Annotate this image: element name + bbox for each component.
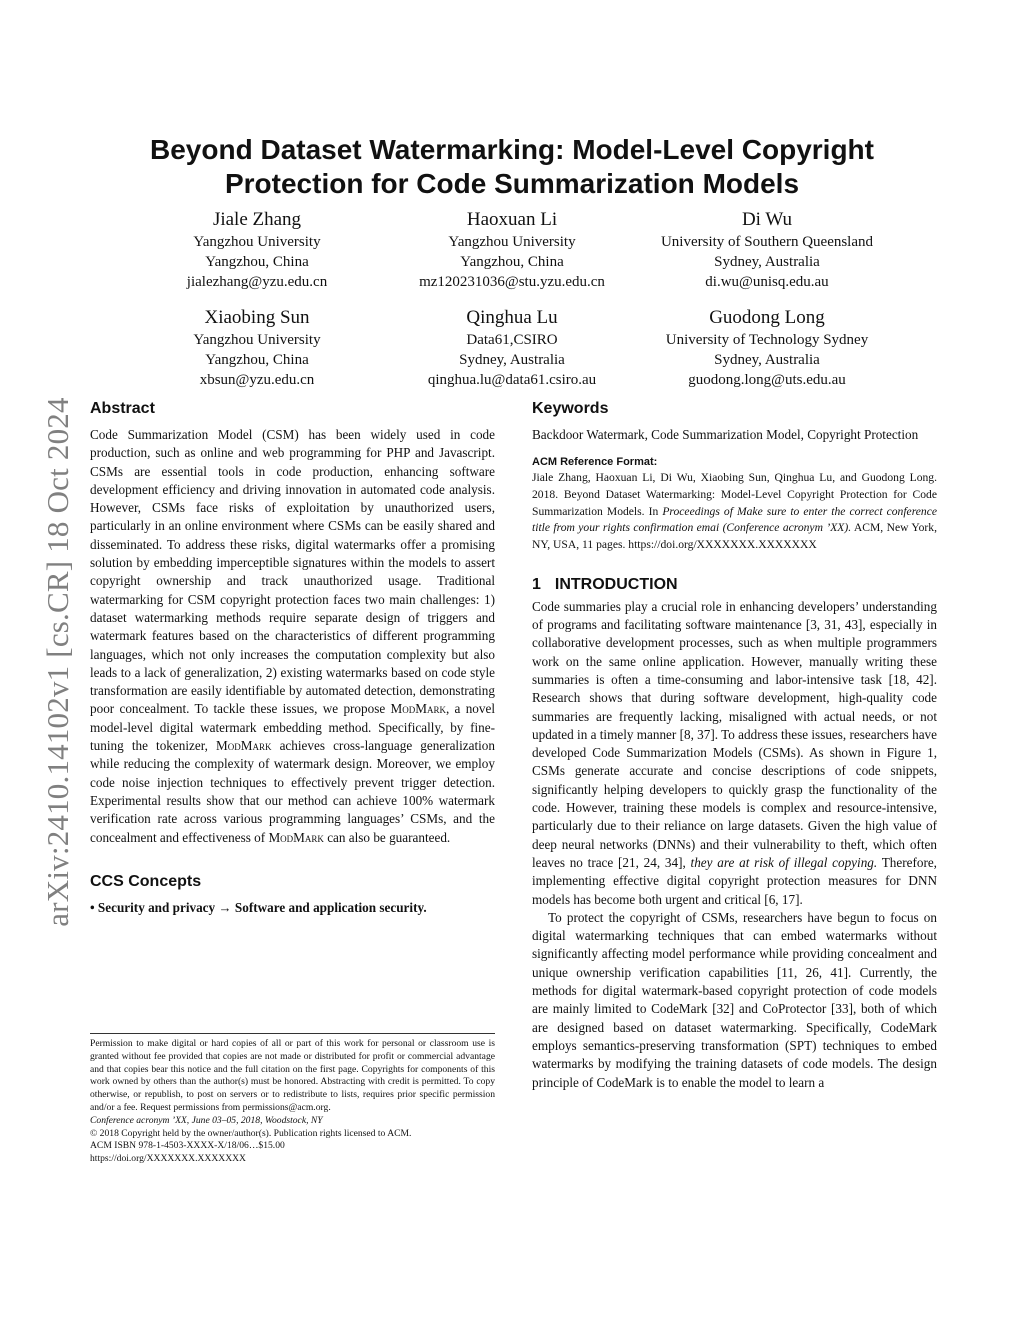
author-block [385, 306, 639, 390]
intro-italic-text: they are at risk of illegal copying. [690, 854, 878, 870]
introduction-paragraph-2: To protect the copyright of CSMs, researchers have begun to focus on digital watermarking techniques that can embed watermarks without significantly affecting model performance while providing concealment and unique ownership verification capabilities [11, 26, 41]. Currently, the methods for digital watermark-based copyright protection of code models are mainly limited to CodeMark [32] and CoProtector [33], both of which are designed based on dataset watermarking. Specifically, CodeMark employs semantics-preserving transformation (SPT) techniques to embed watermarks by modifying the training datasets of code models. The design principle of CodeMark is to enable the model to learn a [532, 909, 937, 1090]
permission-footnote [90, 1033, 495, 1166]
author-location: Sydney, Australia [714, 254, 820, 270]
author-block [130, 306, 384, 390]
modmark-name: ModMark [390, 701, 446, 717]
author-block [130, 208, 384, 292]
author-name: Qinghua Lu [466, 307, 558, 328]
acm-reference-proceedings: Proceedings of Make sure to enter the correct conference title from your rights confirmation emai (Conference acronym ’XX). [532, 504, 938, 535]
author-location: Sydney, Australia [714, 352, 820, 368]
author-email: jialezhang@yzu.edu.cn [186, 274, 328, 290]
introduction-paragraph-1 [532, 598, 937, 909]
author-name: Xiaobing Sun [204, 307, 310, 328]
keywords-body: Backdoor Watermark, Code Summarization Model, Copyright Protection [532, 427, 919, 442]
copyright-line: © 2018 Copyright held by the owner/author(s). Publication rights licensed to ACM. [90, 1127, 412, 1139]
abstract-text-4: can also be guaranteed. [323, 829, 451, 845]
author-email: di.wu@unisq.edu.au [705, 274, 829, 290]
abstract-heading: Abstract [90, 400, 155, 417]
author-name: Di Wu [741, 209, 793, 230]
author-location: Yangzhou, China [460, 254, 564, 270]
modmark-name: ModMark [268, 829, 324, 845]
intro-text-2: Therefore, implementing effective digital copyright protection measures for DNN models has become both urgent and critical [6, 17]. [532, 854, 937, 907]
abstract-text-3: achieves cross-language generalization while reducing the complexity of watermark design. Moreover, we employ code noise injection techniques to effectively prevent trigger detection. Experimental results show that our method can achieve 100% watermark verification rate across various programming languages’ CSMs, and the concealment and effectiveness of [90, 738, 495, 845]
author-row-1 [130, 208, 894, 292]
author-affiliation: Yangzhou University [448, 234, 576, 250]
acm-reference-text-1: Jiale Zhang, Haoxuan Li, Di Wu, Xiaobing Sun, Qinghua Lu, and Guodong Long. 2018. Beyond Dataset Watermarking: Model-Level Copyright Protection for Code Summarization Models. In [532, 471, 937, 518]
section-number: 1 [532, 575, 541, 593]
ccs-concepts-item: • Security and privacy → Software and application security. [90, 899, 427, 915]
author-affiliation: Data61,CSIRO [466, 332, 558, 348]
acm-reference-text-2: ACM, New York, NY, USA, 11 pages. https://doi.org/XXXXXXX.XXXXXXX [532, 521, 937, 552]
abstract-text-1: Code Summarization Model (CSM) has been widely used in code production, such as online and web programming for PHP and Javascript. CSMs are essential tools in code production, enhancing software development efficiency and driving innovation in automated code analysis. However, CSMs face risks of exploitation by unauthorized users, particularly in an online environment where CSMs can be easily shared and disseminated. To address these risks, digital watermarks offer a promising solution by embedding imperceptible signatures within the models to assert copyright ownership and track unauthorized usage. Traditional watermarking for CSM copyright protection faces two main challenges: 1) dataset watermarking methods require separate design of triggers and watermark features based on the characteristics of different programming languages, which not only increases the computation complexity but also leads to a lack of generalization, 2) existing watermarks based on code style transformation are easily identifiable by automated detection, demonstrating poor concealment. To tackle these issues, we propose [90, 427, 495, 717]
author-name: Haoxuan Li [466, 209, 558, 230]
paper-title-line-1: Beyond Dataset Watermarking: Model-Level Copyright [150, 134, 874, 165]
author-name: Guodong Long [709, 307, 825, 328]
author-block [385, 208, 639, 292]
section-title: INTRODUCTION [554, 575, 678, 593]
author-location: Yangzhou, China [205, 352, 309, 368]
author-email: qinghua.lu@data61.csiro.au [427, 372, 597, 388]
author-affiliation: University of Southern Queensland [660, 234, 874, 250]
right-column [532, 400, 937, 1092]
introduction-heading [532, 576, 937, 594]
keywords-heading: Keywords [532, 400, 609, 417]
author-location: Sydney, Australia [459, 352, 565, 368]
author-row-2 [130, 306, 894, 390]
paper-title [150, 133, 874, 201]
conference-line: Conference acronym ’XX, June 03–05, 2018, Woodstock, NY [90, 1114, 323, 1126]
author-email: mz120231036@stu.yzu.edu.cn [419, 274, 605, 290]
modmark-name: ModMark [216, 738, 272, 754]
ccs-concepts-heading: CCS Concepts [90, 872, 202, 890]
acm-reference-heading: ACM Reference Format: [532, 456, 658, 469]
isbn-line: ACM ISBN 978-1-4503-XXXX-X/18/06…$15.00 [90, 1140, 285, 1152]
author-affiliation: University of Technology Sydney [665, 332, 869, 348]
permission-notice: Permission to make digital or hard copies of all or part of this work for personal or classroom use is granted without fee provided that copies are not made or distributed for profit or commercial advantage and that copies bear this notice and the full citation on the first page. Copyrights for components of this work owned by others than the author(s) must be honored. Abstracting with credit is permitted. To copy otherwise, or republish, to post on servers or to redistribute to lists, requires prior specific permission and/or a fee. Request permissions from permissions@acm.org. [90, 1038, 495, 1113]
intro-text-1: Code summaries play a crucial role in enhancing developers’ understanding of programs and facilitating software maintenance [3, 31, 43], especially in collaborative development processes, such as when multiple programmers work on the same online application. However, manually writing these summaries is often a time-consuming and labor-intensive task [18, 42]. Research shows that during software development, high-quality code summaries are frequently lacking, misaligned with actual needs, or not updated in a timely manner [8, 37]. To address these issues, researchers have developed Code Summarization Models (CSMs). As shown in Figure 1, CSMs generate accurate and concise descriptions of code snippets, significantly helping developers to quickly grasp the functionality of the code. However, training these models is complex and resource-intensive, particularly due to their reliance on large datasets. Given the high value of deep neural networks (DNNs) and their vulnerability to theft, which often leaves no trace [21, 24, 34], [532, 598, 937, 870]
author-affiliation: Yangzhou University [193, 234, 321, 250]
author-name: Jiale Zhang [212, 209, 302, 230]
doi-link[interactable]: https://doi.org/XXXXXXX.XXXXXXX [90, 1153, 246, 1165]
author-block [640, 306, 894, 390]
author-email: xbsun@yzu.edu.cn [199, 372, 315, 388]
abstract-text-2: , a novel model-level digital watermark embedding method. Specifically, by fine-tuning the tokenizer, [90, 701, 495, 754]
left-column [90, 400, 495, 917]
abstract-body [90, 426, 495, 847]
author-location: Yangzhou, China [205, 254, 309, 270]
author-affiliation: Yangzhou University [193, 332, 321, 348]
author-block [640, 208, 894, 292]
paper-title-line-2: Protection for Code Summarization Models [224, 168, 800, 199]
acm-reference-body [532, 470, 937, 554]
author-email: guodong.long@uts.edu.au [688, 372, 846, 388]
arxiv-identifier: arXiv:2410.14102v1 [cs.CR] 18 Oct 2024 [40, 397, 75, 927]
